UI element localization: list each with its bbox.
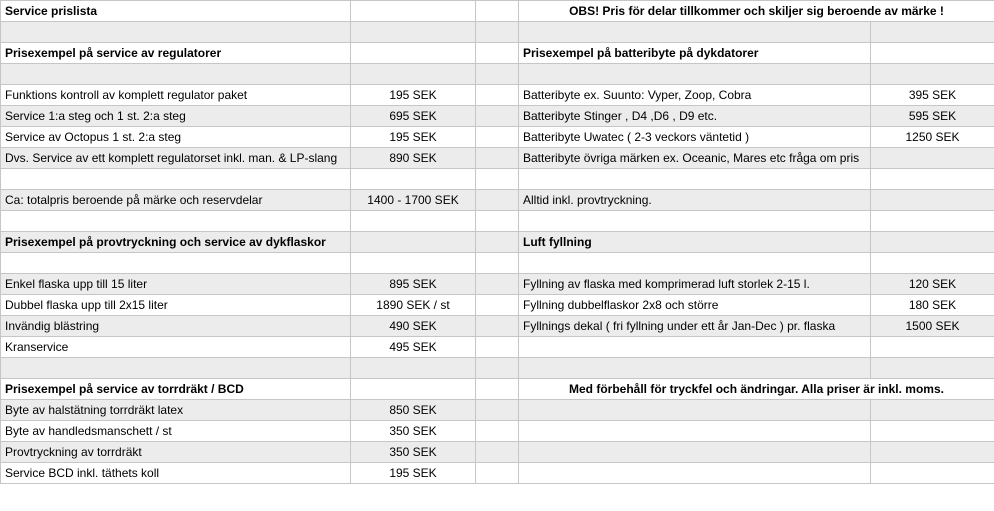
cell[interactable] [519,253,871,274]
cell[interactable] [476,379,519,400]
cell[interactable] [519,337,871,358]
cell[interactable] [351,379,476,400]
air-item-label[interactable]: Fyllnings dekal ( fri fyllning under ett år Jan-Dec ) pr. flaska [519,316,871,337]
cell[interactable] [476,43,519,64]
cell[interactable] [871,169,994,190]
cell[interactable] [871,358,994,379]
cell[interactable] [476,421,519,442]
cell[interactable] [476,463,519,484]
cell[interactable] [476,85,519,106]
air-item-price[interactable]: 180 SEK [871,295,994,316]
sheet-row [1,442,994,463]
cell[interactable] [351,253,476,274]
cell[interactable] [871,442,994,463]
drysuit-item-price[interactable]: 850 SEK [351,400,476,421]
cell[interactable] [351,232,476,253]
cell[interactable] [476,1,519,22]
cylinders-heading[interactable]: Prisexempel på provtryckning och service av dykflaskor [1,232,351,253]
sheet-row [1,211,994,232]
cell[interactable] [476,127,519,148]
cell[interactable] [476,253,519,274]
cylinder-item-label[interactable]: Invändig blästring [1,316,351,337]
drysuit-item-price[interactable]: 350 SEK [351,442,476,463]
drysuit-item-price[interactable]: 350 SEK [351,421,476,442]
cell[interactable] [476,22,519,43]
cell[interactable] [519,421,871,442]
battery-item-label[interactable]: Batteribyte övriga märken ex. Oceanic, Mares etc fråga om pris [519,148,871,169]
cell[interactable] [519,442,871,463]
regulator-item-label[interactable]: Service 1:a steg och 1 st. 2:a steg [1,106,351,127]
drysuit-item-label[interactable]: Byte av halstätning torrdräkt latex [1,400,351,421]
sheet-row [1,400,994,421]
sheet-row [1,1,994,22]
cylinder-item-price[interactable]: 895 SEK [351,274,476,295]
cell[interactable] [519,358,871,379]
regulator-item-price[interactable]: 195 SEK [351,85,476,106]
cylinder-item-price[interactable]: 495 SEK [351,337,476,358]
cell[interactable] [351,358,476,379]
cell[interactable] [476,169,519,190]
cell[interactable] [871,253,994,274]
cell[interactable] [1,64,351,85]
sheet-row [1,379,994,400]
sheet-row [1,337,994,358]
sheet-row [1,190,994,211]
cell[interactable] [476,274,519,295]
regulator-item-price[interactable]: 890 SEK [351,148,476,169]
cell[interactable] [1,211,351,232]
drysuit-item-label[interactable]: Byte av handledsmanschett / st [1,421,351,442]
cell[interactable] [351,1,476,22]
cylinder-item-price[interactable]: 1890 SEK / st [351,295,476,316]
sheet-title[interactable]: Service prislista [1,1,351,22]
cell[interactable] [476,316,519,337]
sheet-row [1,148,994,169]
sheet-row [1,253,994,274]
sheet-row [1,127,994,148]
air-item-price[interactable]: 120 SEK [871,274,994,295]
cell[interactable] [351,22,476,43]
cell[interactable] [476,232,519,253]
cell[interactable] [871,43,994,64]
sheet-row [1,358,994,379]
cell[interactable] [476,295,519,316]
sheet-row [1,85,994,106]
air-item-label[interactable]: Fyllning av flaska med komprimerad luft storlek 2-15 l. [519,274,871,295]
air-heading[interactable]: Luft fyllning [519,232,871,253]
cell[interactable] [519,400,871,421]
disclaimer-note[interactable]: Med förbehåll för tryckfel och ändringar. Alla priser är inkl. moms. [519,379,994,400]
sheet-row [1,106,994,127]
cell[interactable] [871,421,994,442]
cell[interactable] [351,64,476,85]
regulator-item-label[interactable]: Funktions kontroll av komplett regulator paket [1,85,351,106]
cell[interactable] [871,64,994,85]
cell[interactable] [476,442,519,463]
batteries-heading[interactable]: Prisexempel på batteribyte på dykdatorer [519,43,871,64]
cell[interactable] [1,22,351,43]
cell[interactable] [519,64,871,85]
sheet-row [1,295,994,316]
cell[interactable] [1,253,351,274]
cell[interactable] [519,463,871,484]
sheet-row [1,274,994,295]
air-item-label[interactable]: Fyllning dubbelflaskor 2x8 och större [519,295,871,316]
cell[interactable] [519,211,871,232]
cell[interactable] [871,400,994,421]
cell[interactable] [476,64,519,85]
cell[interactable] [476,337,519,358]
cell[interactable] [519,22,871,43]
drysuit-item-label[interactable]: Service BCD inkl. täthets koll [1,463,351,484]
cylinder-item-price[interactable]: 490 SEK [351,316,476,337]
regulator-item-price[interactable]: 695 SEK [351,106,476,127]
cell[interactable] [476,148,519,169]
cell[interactable] [519,169,871,190]
sheet-row [1,43,994,64]
cell[interactable] [476,211,519,232]
battery-note[interactable]: Alltid inkl. provtryckning. [519,190,871,211]
sheet-row [1,169,994,190]
regulator-total-price[interactable]: 1400 - 1700 SEK [351,190,476,211]
battery-item-price[interactable] [871,148,994,169]
regulator-item-price[interactable]: 195 SEK [351,127,476,148]
battery-item-price[interactable]: 1250 SEK [871,127,994,148]
battery-item-price[interactable]: 395 SEK [871,85,994,106]
drysuit-item-price[interactable]: 195 SEK [351,463,476,484]
cell[interactable] [871,211,994,232]
regulators-heading[interactable]: Prisexempel på service av regulatorer [1,43,351,64]
sheet-row [1,64,994,85]
sheet-row [1,232,994,253]
cell[interactable] [871,463,994,484]
battery-item-label[interactable]: Batteribyte ex. Suunto: Vyper, Zoop, Cobra [519,85,871,106]
cell[interactable] [351,43,476,64]
cell[interactable] [351,211,476,232]
regulator-total-label[interactable]: Ca: totalpris beroende på märke och reservdelar [1,190,351,211]
battery-item-label[interactable]: Batteribyte Uwatec ( 2-3 veckors väntetid ) [519,127,871,148]
cell[interactable] [871,232,994,253]
cell[interactable] [476,190,519,211]
battery-item-label[interactable]: Batteribyte Stinger , D4 ,D6 , D9 etc. [519,106,871,127]
cylinder-item-label[interactable]: Enkel flaska upp till 15 liter [1,274,351,295]
cylinder-item-label[interactable]: Dubbel flaska upp till 2x15 liter [1,295,351,316]
battery-item-price[interactable]: 595 SEK [871,106,994,127]
drysuit-heading[interactable]: Prisexempel på service av torrdräkt / BCD [1,379,351,400]
cell[interactable] [1,169,351,190]
sheet-row [1,316,994,337]
cell[interactable] [476,358,519,379]
cylinder-item-label[interactable]: Kranservice [1,337,351,358]
cell[interactable] [476,106,519,127]
cell[interactable] [871,337,994,358]
sheet-row [1,463,994,484]
cell[interactable] [871,22,994,43]
drysuit-item-label[interactable]: Provtryckning av torrdräkt [1,442,351,463]
air-item-price[interactable]: 1500 SEK [871,316,994,337]
parts-notice[interactable]: OBS! Pris för delar tillkommer och skiljer sig beroende av märke ! [519,1,994,22]
regulator-item-label[interactable]: Dvs. Service av ett komplett regulatorset inkl. man. & LP-slang [1,148,351,169]
cell[interactable] [351,169,476,190]
cell[interactable] [871,190,994,211]
cell[interactable] [476,400,519,421]
cell[interactable] [1,358,351,379]
sheet-row [1,421,994,442]
regulator-item-label[interactable]: Service av Octopus 1 st. 2:a steg [1,127,351,148]
sheet-row [1,22,994,43]
